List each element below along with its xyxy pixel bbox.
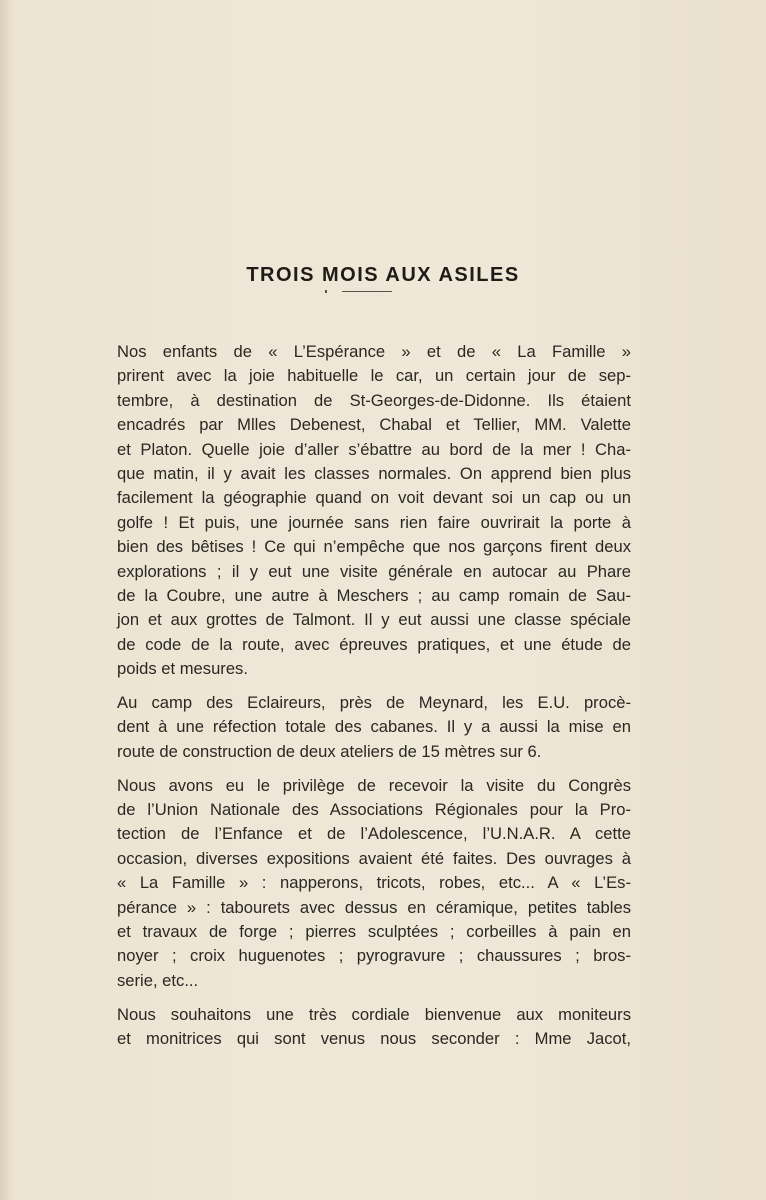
paragraph bbox=[117, 340, 631, 681]
text-line: tembre, à destination de St-Georges-de-Didonne. Ils étaient bbox=[117, 390, 631, 410]
text-line: occasion, diverses expositions avaient été faites. Des ouvrages à bbox=[117, 848, 631, 868]
text-line: golfe ! Et puis, une journée sans rien faire ouvrirait la porte à bbox=[117, 512, 631, 532]
text-line: et travaux de forge ; pierres sculptées ; corbeilles à pain en bbox=[117, 921, 631, 941]
text-line: que matin, il y avait les classes normales. On apprend bien plus bbox=[117, 463, 631, 483]
text-line: et monitrices qui sont venus nous seconder : Mme Jacot, bbox=[117, 1029, 631, 1049]
article-body bbox=[117, 340, 631, 1051]
text-line: de code de la route, avec épreuves pratiques, et une étude de bbox=[117, 634, 631, 654]
page-title: TROIS MOIS AUX ASILES bbox=[246, 264, 520, 287]
text-line: serie, etc... bbox=[117, 970, 199, 990]
text-line: prirent avec la joie habituelle le car, un certain jour de sep- bbox=[117, 366, 631, 386]
text-line: Au camp des Eclaireurs, près de Meynard, les E.U. procè- bbox=[117, 692, 631, 712]
text-line: bien des bêtises ! Ce qui n’empêche que nos garçons firent deux bbox=[117, 537, 631, 557]
text-line: explorations ; il y eut une visite générale en autocar au Phare bbox=[117, 561, 631, 581]
ornament-dot bbox=[325, 290, 327, 293]
text-line: Nos enfants de « L’Espérance » et de « La Famille » bbox=[117, 342, 631, 361]
paragraph bbox=[117, 691, 631, 764]
text-line: Nous avons eu le privilège de recevoir la visite du Congrès bbox=[117, 775, 631, 795]
text-line: « La Famille » : napperons, tricots, robes, etc... A « L’Es- bbox=[117, 873, 631, 893]
text-line: pérance » : tabourets avec dessus en céramique, petites tables bbox=[117, 897, 631, 917]
text-line: poids et mesures. bbox=[117, 659, 248, 679]
text-line: de l’Union Nationale des Associations Régionales pour la Pro- bbox=[117, 800, 631, 820]
paragraph bbox=[117, 774, 631, 994]
text-line: facilement la géographie quand on voit devant soi un cap ou un bbox=[117, 488, 631, 508]
text-line: jon et aux grottes de Talmont. Il y eut aussi une classe spéciale bbox=[117, 610, 631, 630]
text-line: de la Coubre, une autre à Meschers ; au camp romain de Sau- bbox=[117, 585, 631, 605]
text-line: dent à une réfection totale des cabanes. Il y a aussi la mise en bbox=[117, 717, 631, 737]
text-line: tection de l’Enfance et de l’Adolescence, l’U.N.A.R. A cette bbox=[117, 824, 631, 844]
paragraph bbox=[117, 1003, 631, 1052]
text-line: noyer ; croix huguenotes ; pyrogravure ; chaussures ; bros- bbox=[117, 946, 631, 966]
text-line: route de construction de deux ateliers de 15 mètres sur 6. bbox=[117, 741, 542, 761]
text-line: et Platon. Quelle joie d’aller s’ébattre au bord de la mer ! Cha- bbox=[117, 439, 631, 459]
title-divider bbox=[342, 291, 392, 292]
text-line: encadrés par Mlles Debenest, Chabal et Tellier, MM. Valette bbox=[117, 415, 631, 435]
text-line: Nous souhaitons une très cordiale bienvenue aux moniteurs bbox=[117, 1004, 631, 1024]
